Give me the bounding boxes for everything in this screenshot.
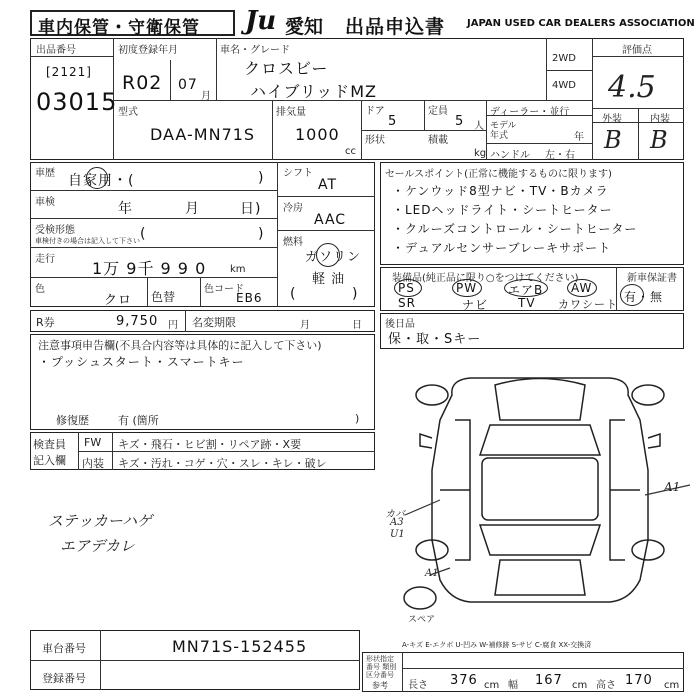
color-label: 色 [35, 284, 45, 295]
fuel-label: 燃料 [283, 237, 303, 248]
tire-front-right [632, 385, 664, 405]
warranty-label: 新車保証書 [627, 273, 677, 284]
width-label: 幅 [508, 680, 518, 691]
handwritten-line1: ステッカーハゲ [48, 512, 152, 530]
registration-era: R02 [122, 72, 163, 94]
mileage-value: 1万 9千 9 9 0 [92, 259, 207, 278]
color-value: クロ [104, 293, 133, 308]
usage-close: ) [258, 170, 265, 186]
diagram-rear-note: A1 [425, 568, 439, 579]
fuel-circle [316, 243, 340, 267]
handle-label: ハンドル [490, 150, 530, 161]
drive-2wd: 2WD [552, 53, 576, 64]
dimensions-ref: 参考 [372, 681, 388, 690]
inspection-month-unit: 月 [185, 201, 200, 217]
doors-label: ドア [365, 106, 385, 117]
height-unit: cm [664, 680, 680, 691]
warranty-circle [620, 284, 644, 306]
plate-label: 登録番号 [42, 672, 86, 685]
handle-options: 左・右 [545, 150, 575, 161]
inspector-fw-label: FW [84, 436, 102, 449]
equipment-circle-aw [567, 279, 597, 297]
tire-spare [404, 587, 436, 609]
equipment-tv: TV [518, 296, 536, 310]
car-windshield [480, 425, 600, 455]
shape-label: 形状 [365, 135, 385, 146]
spare-label: スペア [408, 615, 436, 625]
shift-value: AT [318, 177, 338, 193]
usage-value: 自家用・( [68, 173, 135, 189]
aircon-value: AAC [314, 212, 347, 228]
score-label: 評価点 [622, 45, 652, 56]
car-rear-window [480, 525, 600, 555]
car-grade: ハイブリッドMZ [250, 82, 378, 101]
repair-label: 修復歴 [56, 414, 89, 427]
displacement-unit: cc [345, 146, 356, 157]
name-change-day: 日 [352, 320, 362, 331]
tire-front-left [416, 385, 448, 405]
damage-legend: A-キズ E-エクボ U-凹み W-補修跡 S-サビ C-腐食 XX-交換済 [402, 641, 592, 649]
mileage-unit: km [230, 264, 246, 275]
car-label: 車名・グレード [220, 45, 290, 56]
car-left-mirror [420, 434, 432, 448]
equipment-seat: カワシート [558, 298, 618, 311]
height-value: 170 [625, 673, 653, 688]
storage-stamp [30, 10, 235, 36]
diagram-side-note2: A3 [390, 517, 404, 528]
model-value: DAA-MN71S [150, 125, 256, 144]
accessories-value: 保・取・Sキー [388, 332, 482, 347]
length-label: 長さ [408, 680, 428, 691]
transfer-note: 車検付きの場合は記入して下さい [35, 237, 140, 245]
capacity-label: 定員 [428, 106, 448, 117]
registration-label: 初度登録年月 [118, 45, 178, 56]
score-value: 4.5 [608, 70, 656, 105]
shift-label: シフト [283, 168, 313, 179]
selling-points-label: セールスポイント(正常に機能するものに限ります) [385, 169, 612, 180]
car-left-side [455, 420, 470, 560]
width-value: 167 [535, 673, 563, 688]
diagram-right-note: A1 [664, 480, 681, 494]
selling-point-item: ・LEDヘッドライト・シートヒーター [392, 203, 613, 217]
recycle-unit: 円 [168, 320, 178, 331]
usage-circle [86, 167, 108, 189]
storage-stamp-text: 車内保管・守衛保管 [38, 18, 200, 38]
equipment-circle-ps [394, 279, 422, 297]
inspector-label1: 検査員 [33, 438, 66, 451]
ju-logo: Ju [245, 6, 277, 36]
usage-label: 車歴 [35, 168, 55, 179]
diagram-side-note3: U1 [390, 529, 405, 540]
color-code-label: 色コード [204, 284, 244, 295]
length-unit: cm [484, 680, 500, 691]
recycle-label: R券 [36, 316, 55, 329]
inspection-day-unit: 日) [240, 201, 262, 217]
car-name: クロスビー [244, 59, 329, 78]
load-unit: kg [474, 148, 487, 159]
drive-4wd: 4WD [552, 80, 576, 91]
car-right-side [610, 420, 625, 560]
equipment-sr: SR [398, 296, 416, 310]
transfer-label: 受検形態 [35, 225, 75, 236]
recycle-value: 9,750 [116, 314, 159, 329]
fuel-close: ) [352, 286, 359, 302]
color-change-label: 色替 [151, 290, 176, 304]
color-code-value: EB6 [236, 291, 263, 305]
chassis-value: MN71S-152455 [172, 637, 308, 656]
inspector-fw-text: キズ・飛石・ヒビ割・リペア跡・X要 [118, 438, 302, 451]
car-body-outline [432, 378, 648, 602]
notes-label: 注意事項申告欄(不具合内容等は具体的に記入して下さい) [38, 339, 322, 352]
dimensions-label: 形状指定番号 類別区分番号 [366, 655, 397, 679]
repair-value: 有 (箇所 [118, 414, 159, 427]
score-int-value: B [650, 126, 668, 154]
notes-item: ・プッシュスタート・スマートキー [38, 355, 245, 369]
capacity-value: 5 [455, 114, 465, 129]
tire-rear-right [632, 540, 664, 560]
org-name: 愛知 [285, 16, 324, 38]
equipment-label: 装備品(純正品に限り○をつけてください) [392, 273, 579, 284]
form-title: 出品申込書 [345, 16, 446, 38]
displacement-value: 1000 [295, 125, 340, 144]
car-trunk [495, 560, 585, 595]
registration-month: 07 [178, 77, 198, 93]
length-value: 376 [450, 673, 478, 688]
lot-sub: [2121] [46, 65, 92, 79]
equipment-pw: PW [456, 281, 478, 295]
width-unit: cm [572, 680, 588, 691]
warranty-value: 有・無 [624, 290, 664, 304]
car-right-mirror [648, 434, 660, 448]
fuel-gasoline: ガソリン [305, 250, 362, 265]
car-hood [495, 379, 585, 421]
selling-point-item: ・デュアルセンサーブレーキサポート [392, 241, 612, 255]
selling-point-item: ・クルーズコントロール・シートヒーター [392, 222, 638, 236]
model-year-label: モデル年式 [490, 121, 517, 141]
selling-points-list [392, 182, 637, 258]
capacity-unit: 人 [474, 121, 484, 132]
equipment-aw: AW [571, 281, 593, 295]
english-title: JAPAN USED CAR DEALERS ASSOCIATION [467, 18, 695, 29]
equipment-circle-airbag [504, 279, 548, 297]
aircon-label: 冷房 [283, 203, 303, 214]
inspector-label2: 記入欄 [33, 454, 66, 467]
equipment-navi: ナビ [462, 298, 489, 312]
fuel-diesel: 軽 油 [312, 272, 346, 287]
equipment-circle-pw [452, 279, 482, 297]
repair-close: ) [355, 412, 360, 425]
model-year-unit: 年 [574, 132, 584, 143]
displacement-label: 排気量 [276, 107, 306, 118]
model-label: 型式 [118, 107, 138, 118]
inspector-int-label: 内装 [82, 457, 104, 470]
chassis-label: 車台番号 [42, 642, 86, 655]
transfer-open: ( [140, 226, 147, 242]
mark-left-line [405, 500, 440, 515]
transfer-close: ) [258, 226, 265, 242]
dealer-label: ディーラー・並行 [490, 107, 570, 118]
load-label: 積載 [428, 135, 448, 146]
handwritten-line2: エアデカレ [60, 537, 135, 555]
inspector-int-text: キズ・汚れ・コゲ・穴・スレ・キレ・破レ [118, 457, 327, 470]
selling-point-item: ・ケンウッド8型ナビ・TV・Bカメラ [392, 184, 609, 198]
doors-value: 5 [388, 114, 398, 129]
score-ext-label: 外装 [602, 114, 622, 125]
fuel-open: ( [290, 286, 297, 302]
mileage-label: 走行 [35, 254, 55, 265]
lot-number: 03015 [36, 88, 118, 116]
score-int-label: 内装 [650, 114, 670, 125]
name-change-month: 月 [300, 320, 310, 331]
diagram-side-note1: カバ [385, 509, 405, 520]
equipment-airbag: エアB [508, 283, 544, 297]
accessories-label: 後日品 [385, 319, 415, 330]
name-change-label: 名変期限 [192, 316, 236, 329]
equipment-ps: PS [398, 281, 415, 295]
score-ext-value: B [604, 126, 622, 154]
height-label: 高さ [596, 680, 616, 691]
registration-month-unit: 月 [201, 91, 211, 102]
inspection-label: 車検 [35, 197, 55, 208]
inspection-year-unit: 年 [118, 201, 133, 217]
car-roof [482, 458, 598, 520]
tire-rear-left [416, 540, 448, 560]
lot-label: 出品番号 [36, 45, 76, 56]
